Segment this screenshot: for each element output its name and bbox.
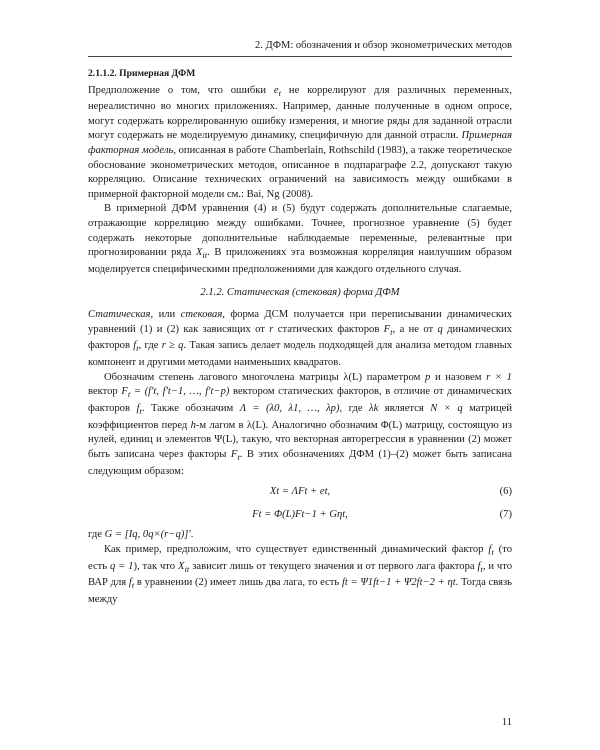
header-rule	[88, 56, 512, 57]
var-equation: ft = Ψ1ft−1 + Ψ2ft−2 + ηt	[341, 577, 456, 589]
subsection-heading: 2.1.2. Статическая (стековая) форма ДФМ	[200, 286, 400, 298]
paragraph-4: Обозначим степень лагового многочлена матрицы λ(L) параметром p и назовем r × 1 вектор $F_t = (f't$, f′t−1, …, f′t−p) вектором статических факторов, в отличие от динамических факторов $f_t$. Также обозначим Λ = (λ0, λ1, …, λp), где λk является N × q матрицей коэффициентов перед h-м лагом в λ(L). Аналогично обозначим Φ(L) матрицу, состоящую из нулей, единиц и элементов Ψ(L), такую, что векторная авторегрессия в уравнении (2) может быть записана через факторы $F_t$. В этих обозначениях ДФМ (1)–(2) может быть записана следующим образом:	[88, 371, 512, 477]
paragraph-1: Предположение о том, что ошибки $e_t$ не коррелируют для различных переменных, нереалистично во многих приложениях. Например, данные полученные в одном опросе, могут содержать коррелированную ошибку измерения, и многие ряды для заданной отрасли могут содержать не моделируемую динамику, специфичную для данной отрасли. Примерная факторная модель, описанная в работе Chamberlain, Rothschild (1983), а также теоретическое обоснование эконометрических методов, описанное в подпараграфе 2.2, допускают такую корреляцию. Описание технических ограничений на зависимость между ошибками в примерной факторной модели см.: Bai, Ng (2008).	[88, 84, 512, 200]
paragraph-3: Статическая, или стековая, форма ДСМ получается при переписывании динамических уравнений (1) и (2) как зависящих от r статических факторов $F_t$, а не от q динамических факторов $f_t$, где r ≥ q. Такая запись делает модель подходящей для анализа методом главных компонент и другими методами наименьших квадратов.	[88, 309, 513, 369]
static-factor-vector: $F_t = (f't$, f′t−1, …, f′t−p)	[121, 386, 230, 400]
term-approx-model: Примерная факторная модель	[88, 130, 512, 157]
page-number: 11	[501, 717, 512, 728]
equation-7: Ft = Φ(L)Ft−1 + Gηt, (7)	[88, 505, 512, 525]
lambda-matrix: Λ = (λ0, λ1, …, λp)	[239, 403, 340, 415]
section-heading: 2.1.1.2. Примерная ДФМ	[88, 68, 196, 79]
paragraph-5: Как пример, предположим, что существует единственный динамический фактор $f_t$ (то есть q = 1), так что $X_{it}$ зависит лишь от текущего значения и от первого лага фактора $f_t$, и что ВАР для $f_t$ в уравнении (2) имеет лишь два лага, то есть ft = Ψ1ft−1 + Ψ2ft−2 + ηt. Тогда связь между	[88, 543, 513, 605]
equation-7-number: (7)	[499, 509, 512, 521]
paragraph-2: В примерной ДФМ уравнения (4) и (5) будут содержать дополнительные слагаемые, отражающие корреляцию между ошибками. Точнее, прогнозное уравнение (5) будет содержать некоторые дополнительные наблюдаемые переменные, релевантные при прогнозировании ряда $X_{it}$. В приложениях эта возможная корреляция наилучшим образом моделируется специфическими предположениями для каждого отдельного случая.	[88, 203, 512, 275]
running-header: 2. ДФМ: обозначения и обзор эконометрических методов	[255, 40, 512, 51]
g-definition: где G = [Iq, 0q×(r−q)]′.	[88, 529, 194, 541]
page-body	[88, 67, 512, 608]
equation-6-number: (6)	[499, 486, 512, 498]
equation-6: Xt = ΛFt + et, (6)	[88, 482, 512, 502]
